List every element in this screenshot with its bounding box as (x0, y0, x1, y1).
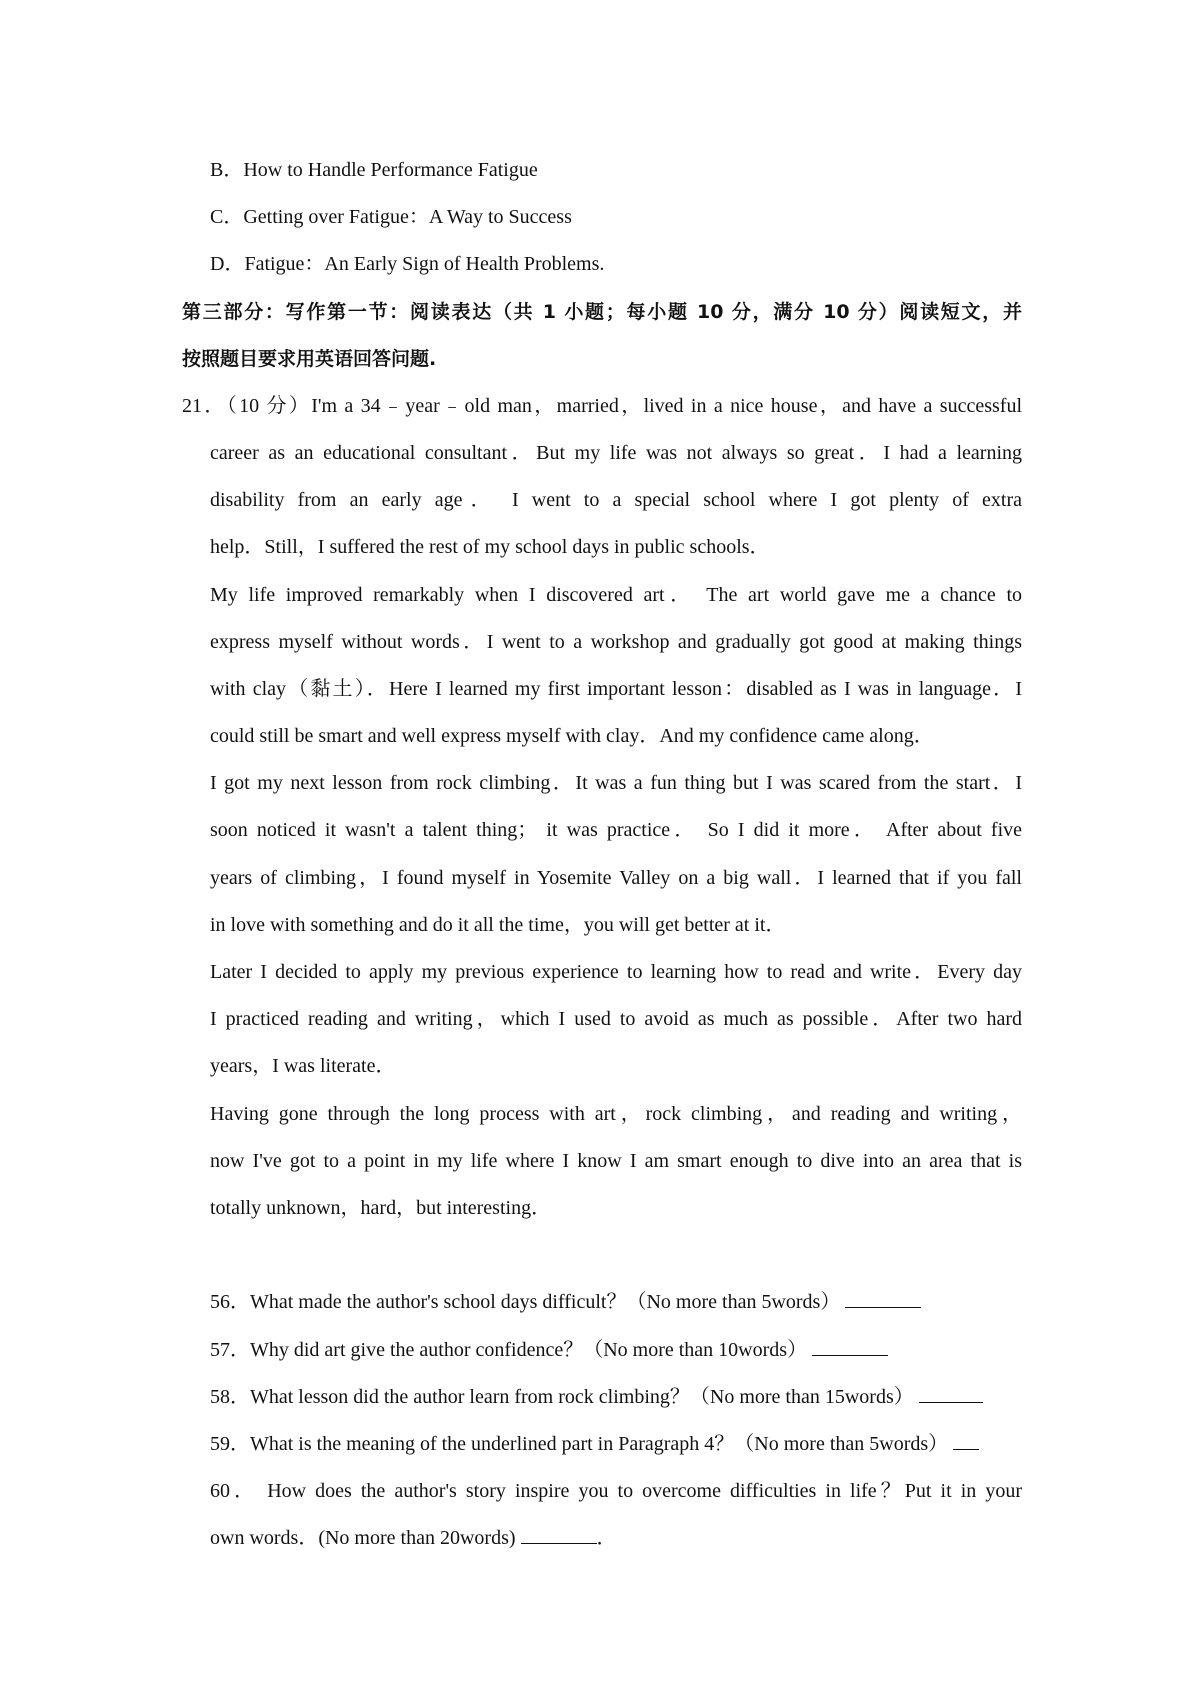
passage-line: with clay（黏土）．Here I learned my first important lesson：disabled as I was in language．I (210, 678, 1022, 700)
passage-line: disability from an early age． I went to a special school where I got plenty of extra (210, 489, 1022, 511)
passage-line: 21．（10 分）I'm a 34﹣year﹣old man，married，lived in a nice house，and have a successful (182, 395, 1022, 417)
answer-blank[interactable] (845, 1289, 921, 1308)
question-text: 56．What made the author's school days difficult？（No more than 5words） (210, 1291, 841, 1313)
question-text: 57．Why did art give the author confidence？（No more than 10words） (210, 1339, 808, 1361)
passage-line: Later I decided to apply my previous experience to learning how to read and write．Every day (210, 961, 1022, 983)
option-c: C．Getting over Fatigue：A Way to Success (210, 206, 572, 228)
passage-line: express myself without words．I went to a workshop and gradually got good at making things (210, 631, 1022, 653)
passage-line: could still be smart and well express myself with clay．And my confidence came along． (210, 725, 934, 747)
passage-line: years，I was literate． (210, 1055, 396, 1077)
passage-line: I got my next lesson from rock climbing．It was a fun thing but I was scared from the start．I (210, 772, 1022, 794)
option-b: B．How to Handle Performance Fatigue (210, 159, 538, 181)
question-text: own words．(No more than 20words) (210, 1527, 516, 1549)
question-56 (210, 1288, 921, 1316)
option-d: D．Fatigue：An Early Sign of Health Problems. (210, 253, 605, 275)
passage-line: I practiced reading and writing，which I used to avoid as much as possible．After two hard (210, 1008, 1022, 1030)
question-text: 59．What is the meaning of the underlined part in Paragraph 4？（No more than 5words） (210, 1433, 949, 1455)
section-heading-line2: 按照题目要求用英语回答问题. (182, 348, 437, 370)
passage-line: soon noticed it wasn't a talent thing； it was practice． So I did it more． After about five (210, 819, 1022, 841)
passage-line: years of climbing，I found myself in Yosemite Valley on a big wall．I learned that if you fall (210, 867, 1022, 889)
question-end-mark: ． (596, 1527, 617, 1549)
answer-blank[interactable] (812, 1337, 888, 1356)
question-text: 58．What lesson did the author learn from rock climbing？（No more than 15words） (210, 1386, 914, 1408)
passage-line: totally unknown，hard，but interesting． (210, 1197, 552, 1219)
question-57 (210, 1336, 888, 1364)
passage-line: now I've got to a point in my life where I know I am smart enough to dive into an area that is (210, 1150, 1022, 1172)
passage-line: help．Still，I suffered the rest of my school days in public schools． (210, 536, 770, 558)
question-60-line2 (210, 1524, 617, 1552)
passage-line: career as an educational consultant．But my life was not always so great．I had a learning (210, 442, 1022, 464)
passage-line: in love with something and do it all the time，you will get better at it． (210, 914, 786, 936)
question-59 (210, 1430, 979, 1458)
question-58 (210, 1383, 983, 1411)
answer-blank[interactable] (521, 1525, 597, 1544)
answer-blank[interactable] (919, 1384, 983, 1403)
answer-blank[interactable] (953, 1431, 979, 1450)
passage-line: Having gone through the long process with art，rock climbing，and reading and writing， (210, 1103, 1022, 1125)
section-heading-line1: 第三部分：写作第一节：阅读表达（共 1 小题；每小题 10 分，满分 10 分）阅读短文，并 (182, 301, 1022, 323)
passage-line: My life improved remarkably when I discovered art． The art world gave me a chance to (210, 584, 1022, 606)
question-60-line1: 60． How does the author's story inspire you to overcome difficulties in life？Put it in your (210, 1480, 1022, 1502)
